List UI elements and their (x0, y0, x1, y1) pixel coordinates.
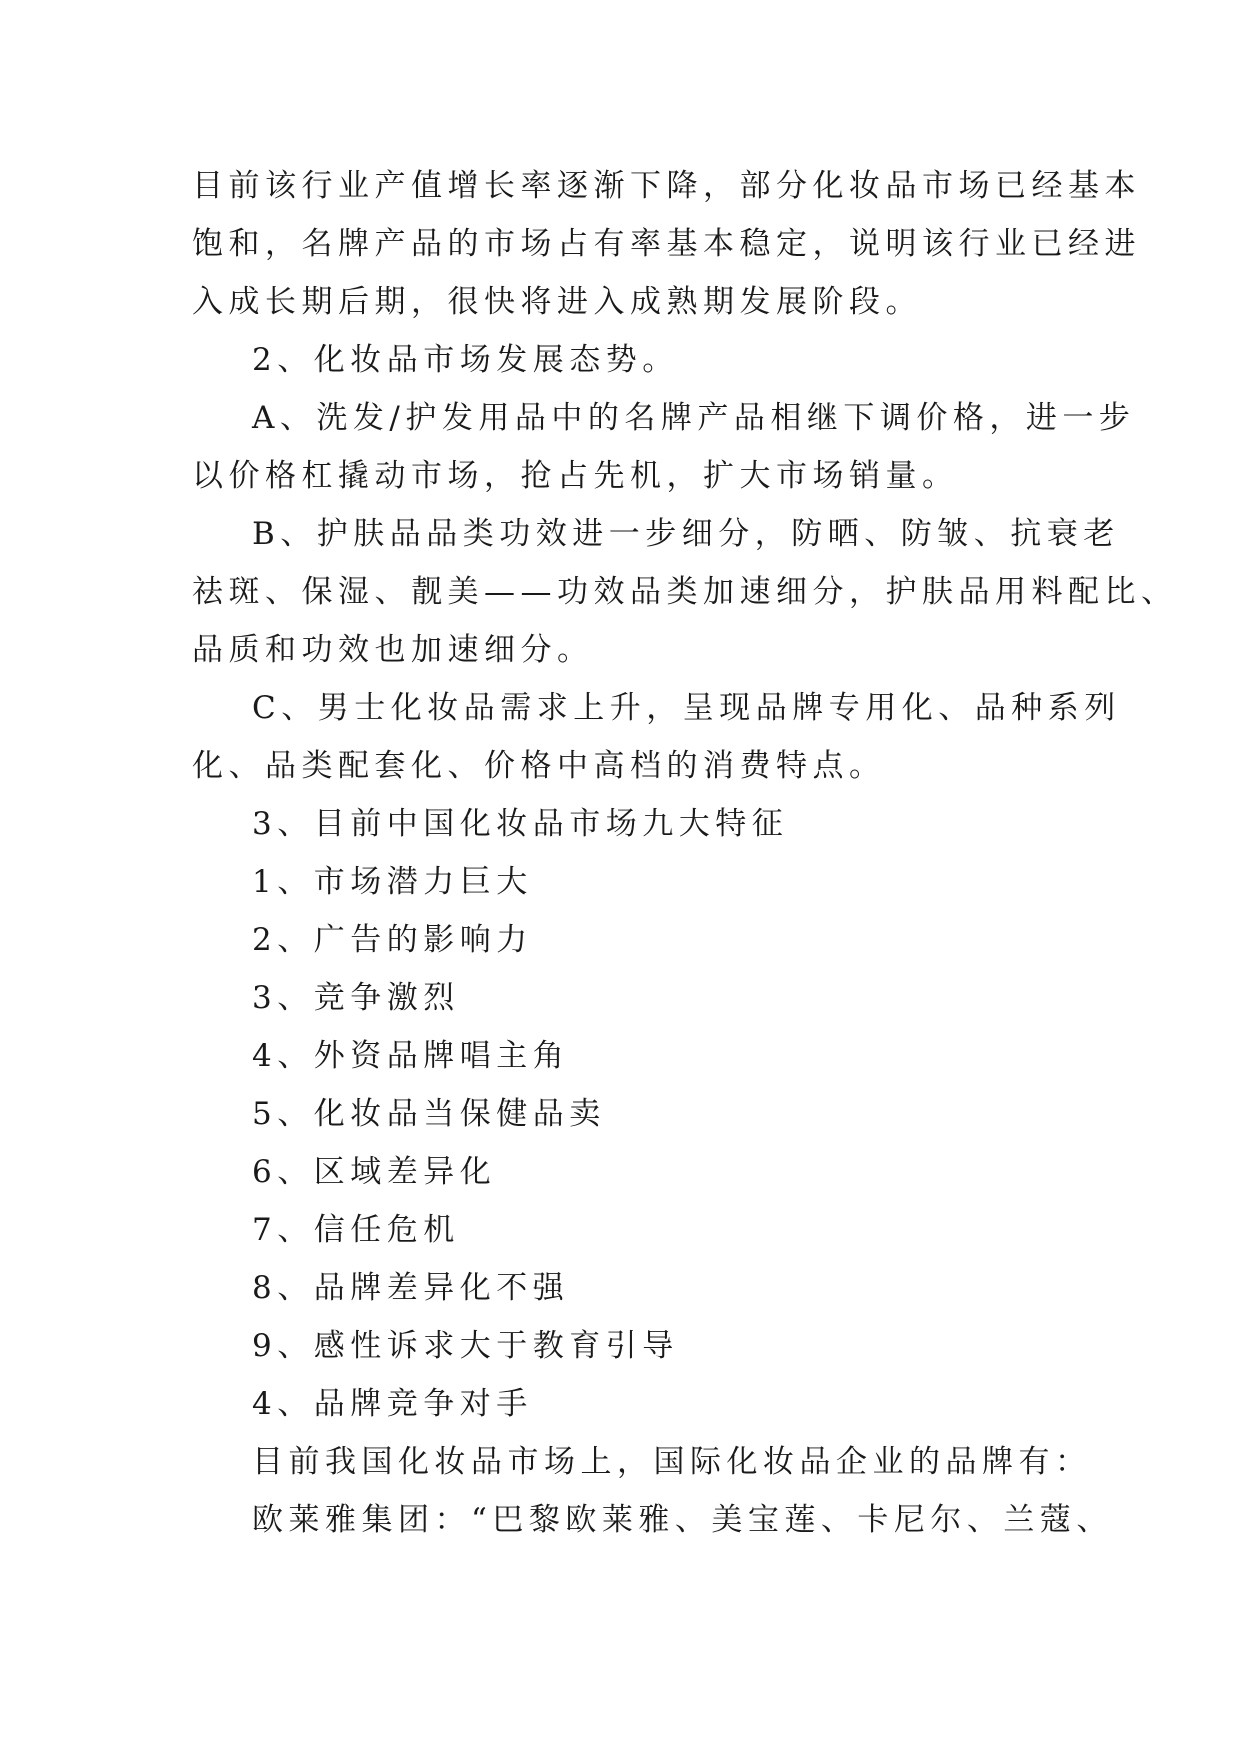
list-item: 4、外资品牌唱主角 (252, 1038, 570, 1074)
paragraph-line: 化、品类配套化、价格中高档的消费特点。 (192, 748, 886, 784)
section-heading: 3、目前中国化妆品市场九大特征 (252, 806, 789, 842)
paragraph-line: B、护肤品品类功效进一步细分，防晒、防皱、抗衰老 (252, 516, 1120, 552)
paragraph-line: 目前我国化妆品市场上，国际化妆品企业的品牌有： (252, 1444, 1092, 1480)
paragraph-line: 以价格杠撬动市场，抢占先机，扩大市场销量。 (192, 458, 959, 494)
paragraph-line: A、洗发/护发用品中的名牌产品相继下调价格，进一步 (252, 400, 1136, 436)
paragraph-line: C、男士化妆品需求上升，呈现品牌专用化、品种系列 (252, 690, 1121, 726)
list-item: 8、品牌差异化不强 (252, 1270, 570, 1306)
paragraph-line: 品质和功效也加速细分。 (192, 632, 594, 668)
paragraph-line: 目前该行业产值增长率逐渐下降，部分化妆品市场已经基本 (192, 168, 1141, 204)
list-item: 7、信任危机 (252, 1212, 460, 1248)
paragraph-line: 祛斑、保湿、靓美——功效品类加速细分，护肤品用料配比、 (192, 574, 1178, 610)
paragraph-line: 入成长期后期，很快将进入成熟期发展阶段。 (192, 284, 922, 320)
list-item: 2、广告的影响力 (252, 922, 533, 958)
paragraph-line: 欧莱雅集团：“巴黎欧莱雅、美宝莲、卡尼尔、兰蔻、 (252, 1502, 1113, 1538)
list-item: 9、感性诉求大于教育引导 (252, 1328, 679, 1364)
paragraph-line: 饱和，名牌产品的市场占有率基本稳定，说明该行业已经进 (192, 226, 1141, 262)
list-item: 6、区域差异化 (252, 1154, 497, 1190)
list-item: 5、化妆品当保健品卖 (252, 1096, 606, 1132)
section-heading: 2、化妆品市场发展态势。 (252, 342, 679, 378)
section-heading: 4、品牌竞争对手 (252, 1386, 533, 1422)
list-item: 3、竞争激烈 (252, 980, 460, 1016)
list-item: 1、市场潜力巨大 (252, 864, 533, 900)
